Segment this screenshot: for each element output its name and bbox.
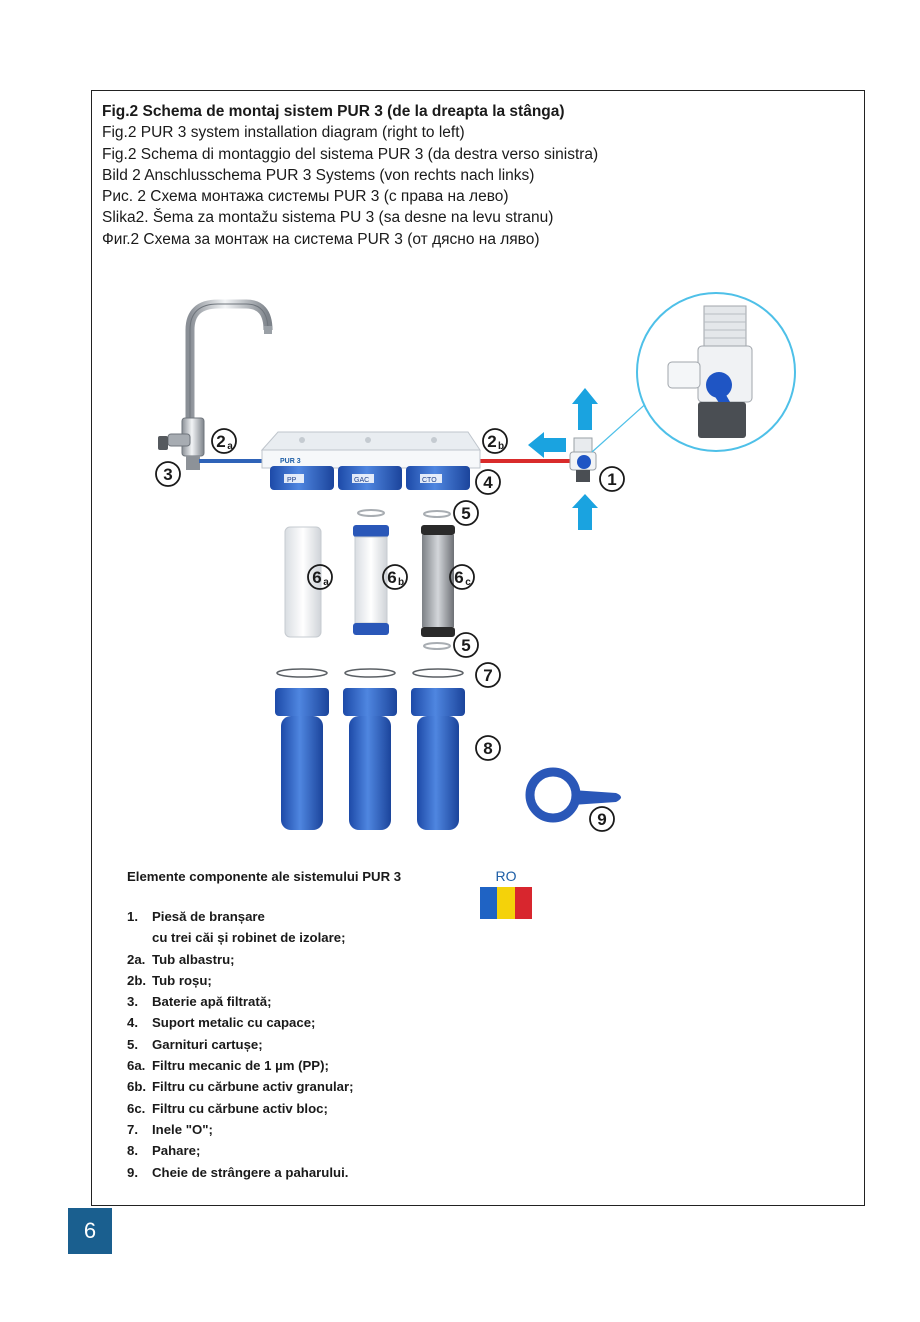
list-item bbox=[127, 1034, 401, 1055]
callout-2b-sub: b bbox=[497, 441, 505, 452]
list-item bbox=[127, 1140, 401, 1161]
item-text: cu trei căi și robinet de izolare; bbox=[152, 930, 346, 946]
housing-wrench bbox=[530, 772, 621, 818]
callout-5-bottom-text: 5 bbox=[461, 636, 471, 655]
language-marker bbox=[480, 868, 532, 919]
item-number: 5. bbox=[127, 1036, 138, 1052]
title-ro: Fig.2 Schema de montaj sistem PUR 3 (de la dreapta la stânga) bbox=[102, 103, 565, 120]
faucet bbox=[158, 304, 272, 470]
o-rings bbox=[277, 669, 463, 677]
flag-stripe-red bbox=[515, 887, 532, 919]
item-number: 1. bbox=[127, 909, 138, 924]
flag-stripe-yellow bbox=[497, 887, 514, 919]
title-en: Fig.2 PUR 3 system installation diagram (right to left) bbox=[102, 124, 465, 142]
list-item bbox=[127, 970, 401, 991]
item-number: 6b. bbox=[127, 1079, 147, 1095]
callout-8-text: 8 bbox=[483, 739, 493, 758]
components-title: Elemente componente ale sistemului PUR 3 bbox=[127, 869, 402, 884]
list-item bbox=[127, 949, 401, 970]
item-number: 6a. bbox=[127, 1058, 146, 1074]
language-code: RO bbox=[495, 868, 517, 884]
item-number: 2b. bbox=[127, 972, 147, 988]
item-number: 6c. bbox=[127, 1100, 146, 1116]
title-bg: Фиг.2 Схема за монтаж на система PUR 3 (от дясно на ляво) bbox=[102, 230, 540, 248]
item-text: Cheie de strângere a paharului. bbox=[152, 1164, 349, 1180]
callout-6b-sub: b bbox=[397, 577, 405, 588]
label-pp: PP bbox=[287, 477, 297, 484]
list-item bbox=[127, 927, 401, 948]
list-item bbox=[127, 991, 401, 1012]
list-item bbox=[127, 1055, 401, 1076]
callout-2b-num: 2 bbox=[487, 432, 497, 451]
item-text: Garnituri cartușe; bbox=[152, 1036, 263, 1052]
item-text: Tub roșu; bbox=[152, 972, 212, 988]
item-number: 7. bbox=[127, 1121, 138, 1137]
callout-3-text: 3 bbox=[163, 465, 173, 484]
item-number: 9. bbox=[127, 1164, 138, 1180]
callout-6c-sub: c bbox=[465, 577, 471, 588]
romania-flag-icon bbox=[480, 887, 532, 919]
flag-stripe-blue bbox=[480, 887, 497, 919]
list-item bbox=[127, 1119, 401, 1140]
callout-4-text: 4 bbox=[483, 473, 493, 492]
item-text: Filtru cu cărbune activ granular; bbox=[152, 1079, 354, 1095]
figure-titles bbox=[102, 101, 598, 250]
three-way-valve bbox=[570, 438, 596, 482]
list-item bbox=[127, 1076, 401, 1097]
installation-diagram bbox=[92, 280, 864, 850]
title-it: Fig.2 Schema di montaggio del sistema PUR 3 (da destra verso sinistra) bbox=[102, 145, 599, 163]
item-number: 8. bbox=[127, 1143, 138, 1159]
callout-2a-num: 2 bbox=[216, 432, 226, 451]
item-text: Pahare; bbox=[152, 1143, 201, 1159]
callout-9-text: 9 bbox=[597, 810, 607, 829]
item-text: Tub albastru; bbox=[152, 951, 235, 967]
callout-5-top-text: 5 bbox=[461, 504, 471, 523]
title-sr: Slika2. Šema za montažu sistema PU 3 (sa desne na levu stranu) bbox=[102, 209, 554, 227]
components-list bbox=[127, 869, 401, 1183]
list-item bbox=[127, 1098, 401, 1119]
manifold-brand: PUR 3 bbox=[280, 458, 301, 465]
item-number: 4. bbox=[127, 1015, 138, 1031]
list-item bbox=[127, 1162, 401, 1183]
arrow-left-icon bbox=[528, 432, 566, 458]
item-text: Filtru cu cărbune activ bloc; bbox=[152, 1100, 328, 1116]
title-ru: Рис. 2 Схема монтажа системы PUR 3 (с права на лево) bbox=[102, 188, 509, 206]
label-gac: GAC bbox=[354, 477, 370, 484]
callout-6b-num: 6 bbox=[387, 568, 397, 587]
callout-1-text: 1 bbox=[607, 470, 617, 489]
callout-6a-sub: a bbox=[323, 577, 329, 588]
item-number bbox=[127, 927, 152, 948]
title-de: Bild 2 Anschlusschema PUR 3 Systems (von rechts nach links) bbox=[102, 166, 535, 184]
list-item bbox=[127, 906, 401, 927]
arrow-up-icon bbox=[572, 388, 598, 430]
filter-housings bbox=[275, 688, 465, 830]
item-text: Piesă de branșare bbox=[152, 909, 265, 924]
callout-7-text: 7 bbox=[483, 666, 493, 685]
list-item bbox=[127, 1012, 401, 1033]
page-number: 6 bbox=[68, 1208, 112, 1254]
callout-2a-sub: a bbox=[227, 441, 233, 452]
item-number: 3. bbox=[127, 994, 138, 1010]
callout-6a-num: 6 bbox=[312, 568, 322, 587]
item-text: Inele "O"; bbox=[152, 1121, 213, 1137]
label-cto: CTO bbox=[422, 477, 437, 484]
item-number: 2a. bbox=[127, 951, 146, 967]
item-text: Suport metalic cu capace; bbox=[152, 1015, 316, 1031]
callout-6c-num: 6 bbox=[454, 568, 464, 587]
cartridges bbox=[285, 510, 455, 649]
item-text: Filtru mecanic de 1 µm (PP); bbox=[152, 1058, 329, 1074]
arrow-up-lower-icon bbox=[572, 494, 598, 530]
filter-manifold bbox=[262, 432, 480, 490]
item-text: Baterie apă filtrată; bbox=[152, 994, 272, 1010]
